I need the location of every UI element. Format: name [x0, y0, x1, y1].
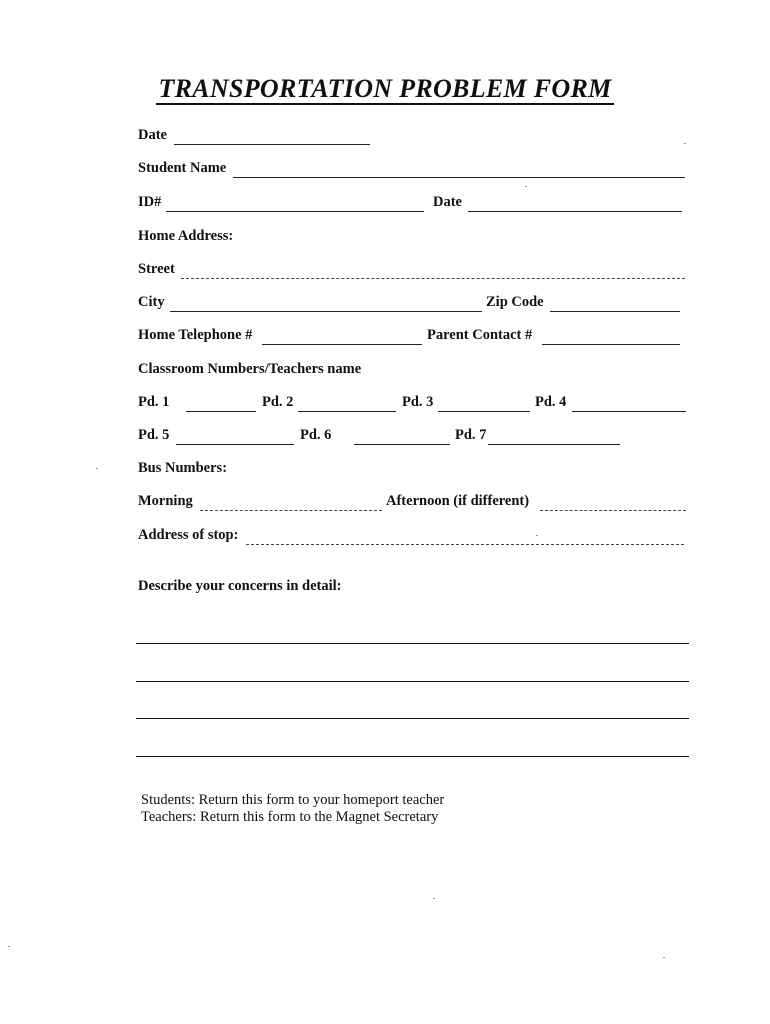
pd4-field[interactable] [572, 411, 686, 412]
pd1-label: Pd. 1 [138, 394, 170, 410]
pd2-field[interactable] [298, 411, 396, 412]
bus-numbers-heading: Bus Numbers: [138, 460, 228, 476]
phone-row [138, 327, 686, 349]
scan-speck [536, 535, 538, 536]
address-of-stop-field[interactable] [246, 544, 684, 545]
student-name-label: Student Name [138, 160, 227, 176]
city-label: City [138, 294, 165, 310]
street-row [138, 261, 686, 283]
concern-line-3[interactable] [136, 718, 689, 719]
id-row [138, 194, 686, 216]
morning-field[interactable] [200, 510, 382, 511]
street-field[interactable] [181, 278, 685, 279]
date-row [138, 127, 686, 149]
pd7-field[interactable] [488, 444, 620, 445]
id-label: ID# [138, 194, 162, 210]
scan-speck [525, 186, 527, 187]
scan-speck [663, 957, 665, 958]
date-label: Date [138, 127, 167, 143]
pd6-label: Pd. 6 [300, 427, 332, 443]
zip-label: Zip Code [486, 294, 544, 310]
date-field[interactable] [174, 144, 370, 145]
pd4-label: Pd. 4 [535, 394, 567, 410]
form-title-text: TRANSPORTATION PROBLEM FORM [158, 74, 612, 103]
concern-line-4[interactable] [136, 756, 689, 757]
city-row [138, 294, 686, 316]
zip-field[interactable] [550, 311, 680, 312]
pd6-field[interactable] [354, 444, 450, 445]
pd3-label: Pd. 3 [402, 394, 434, 410]
scan-speck [684, 143, 686, 144]
parent-contact-field[interactable] [542, 344, 680, 345]
footer-students: Students: Return this form to your homeport teacher [141, 792, 445, 808]
pd2-label: Pd. 2 [262, 394, 294, 410]
pd5-label: Pd. 5 [138, 427, 170, 443]
pd3-field[interactable] [438, 411, 530, 412]
student-name-row [138, 160, 686, 182]
classroom-heading: Classroom Numbers/Teachers name [138, 361, 362, 377]
scan-speck [8, 946, 10, 947]
concern-line-1[interactable] [136, 643, 689, 644]
form-title [0, 74, 770, 104]
morning-label: Morning [138, 493, 193, 509]
bus-row [138, 493, 686, 515]
concerns-heading: Describe your concerns in detail: [138, 578, 342, 594]
stop-row [138, 527, 686, 549]
street-label: Street [138, 261, 175, 277]
address-of-stop-label: Address of stop: [138, 527, 239, 543]
parent-contact-label: Parent Contact # [427, 327, 533, 343]
scan-speck [433, 898, 435, 899]
id-field[interactable] [166, 211, 424, 212]
student-name-field[interactable] [233, 177, 685, 178]
home-phone-label: Home Telephone # [138, 327, 253, 343]
pd1-field[interactable] [186, 411, 256, 412]
date2-label: Date [433, 194, 462, 210]
pd5-field[interactable] [176, 444, 294, 445]
concern-line-2[interactable] [136, 681, 689, 682]
afternoon-field[interactable] [540, 510, 686, 511]
footer-teachers: Teachers: Return this form to the Magnet Secretary [141, 809, 439, 825]
afternoon-label: Afternoon (if different) [386, 493, 530, 509]
pd7-label: Pd. 7 [455, 427, 487, 443]
date2-field[interactable] [468, 211, 682, 212]
scan-speck [96, 468, 98, 469]
home-address-heading: Home Address: [138, 228, 234, 244]
home-phone-field[interactable] [262, 344, 422, 345]
periods-row-1 [138, 394, 686, 416]
periods-row-2 [138, 427, 686, 449]
city-field[interactable] [170, 311, 482, 312]
